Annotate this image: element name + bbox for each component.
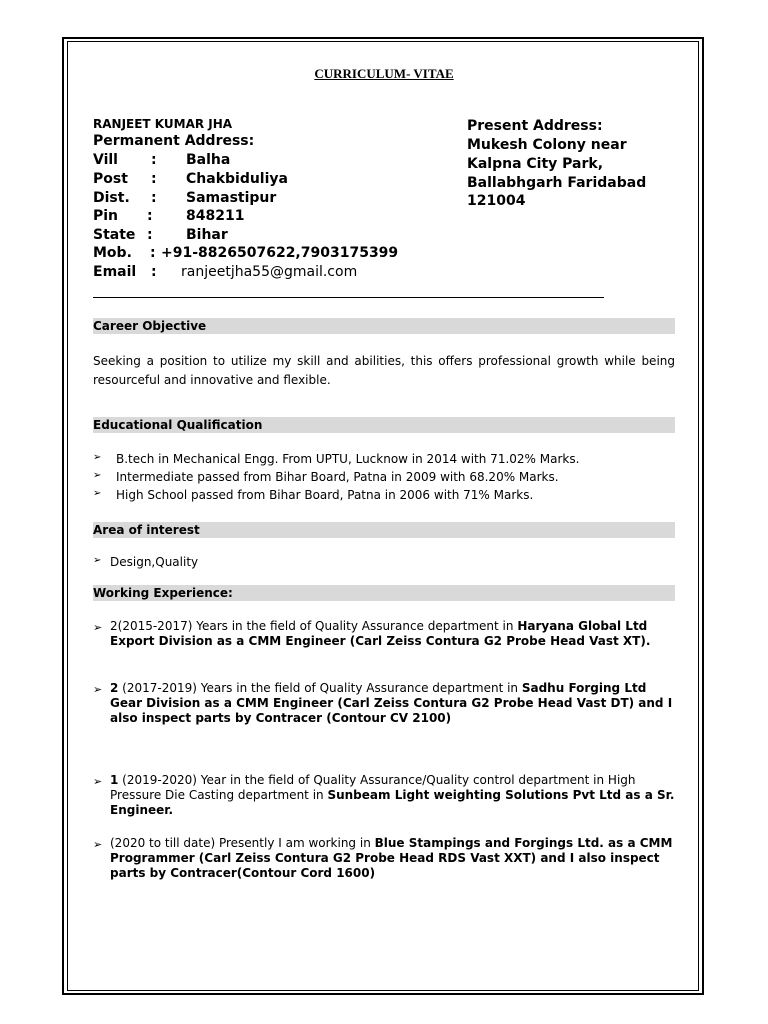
address-key: Post bbox=[93, 171, 128, 187]
address-key: Pin bbox=[93, 208, 119, 224]
address-value: Chakbiduliya bbox=[186, 171, 288, 187]
section-heading-text: Educational Qualification bbox=[93, 418, 263, 432]
experience-text-bold: Haryana Global Ltd Export Division as a CMM Engineer (Carl Zeiss Contura G2 Probe Head Vast XT). bbox=[110, 619, 651, 648]
present-address-line: Ballabhgarh Faridabad bbox=[467, 175, 647, 191]
experience-heading bbox=[93, 585, 675, 601]
bullet-arrow-icon: ➢ bbox=[93, 683, 103, 696]
section-heading-text: Career Objective bbox=[93, 319, 207, 333]
address-sep: : bbox=[147, 227, 153, 243]
experience-text-normal: (2019-2020) Year in the field of Quality Assurance/Quality control department in High Pressure Die Casting department in bbox=[110, 773, 636, 802]
experience-text-normal: (2017-2019) Years in the field of Quality Assurance department in bbox=[118, 681, 522, 695]
section-heading-text: Area of interest bbox=[93, 523, 200, 537]
present-address-line: 121004 bbox=[467, 193, 526, 209]
address-value: 848211 bbox=[186, 208, 245, 224]
experience-item-text bbox=[110, 836, 675, 881]
experience-text-bold: Blue Stampings and Forgings Ltd. as a CMM Programmer (Carl Zeiss Contura G2 Probe Head RDS Vast XXT) and I also inspect parts by Contracer(Contour Cord 1600) bbox=[110, 836, 673, 880]
experience-item-text bbox=[110, 681, 675, 726]
education-item-text: B.tech in Mechanical Engg. From UPTU, Lucknow in 2014 with 71.02% Marks. bbox=[116, 452, 580, 466]
bullet-arrow-icon: ➢ bbox=[93, 621, 103, 634]
experience-text-normal: (2020 to till date) Presently I am working in bbox=[110, 836, 375, 850]
experience-years-bold: 1 bbox=[110, 773, 119, 787]
document-title: CURRICULUM- VITAE bbox=[314, 66, 454, 81]
permanent-address-heading: Permanent Address: bbox=[93, 133, 255, 149]
address-key: Dist. bbox=[93, 190, 130, 206]
bullet-arrow-icon: ➢ bbox=[93, 452, 102, 463]
career-objective-heading bbox=[93, 318, 675, 334]
section-heading-text: Working Experience: bbox=[93, 586, 233, 600]
present-address-heading: Present Address: bbox=[467, 118, 603, 134]
address-value: Bihar bbox=[186, 227, 228, 243]
address-value: Balha bbox=[186, 152, 231, 168]
education-item-text: Intermediate passed from Bihar Board, Patna in 2009 with 68.20% Marks. bbox=[116, 470, 559, 484]
experience-text-bold: Sunbeam Light weighting Solutions Pvt Ltd as a Sr. Engineer. bbox=[110, 788, 675, 817]
address-sep: : bbox=[151, 264, 157, 280]
address-sep: : bbox=[151, 152, 157, 168]
bullet-arrow-icon: ➢ bbox=[93, 838, 103, 851]
experience-item-text bbox=[110, 619, 675, 649]
address-key: Email bbox=[93, 264, 137, 280]
bullet-arrow-icon: ➢ bbox=[93, 555, 102, 566]
present-address-line: Kalpna City Park, bbox=[467, 156, 604, 172]
address-key: State bbox=[93, 227, 136, 243]
address-key: Mob. bbox=[93, 245, 132, 261]
present-address-line: Mukesh Colony near bbox=[467, 137, 627, 153]
candidate-name: RANJEET KUMAR JHA bbox=[93, 117, 233, 131]
experience-text-normal: 2(2015-2017) Years in the field of Quality Assurance department in bbox=[110, 619, 518, 633]
bullet-arrow-icon: ➢ bbox=[93, 775, 103, 788]
header-divider bbox=[93, 297, 604, 298]
interest-item-text: Design,Quality bbox=[110, 555, 199, 569]
experience-text-bold: Sadhu Forging Ltd Gear Division as a CMM Engineer (Carl Zeiss Contura G2 Probe Head Vast DT) and I also inspect parts by Contracer (Contour CV 2100) bbox=[110, 681, 673, 725]
address-key: Vill bbox=[93, 152, 118, 168]
career-objective-text: Seeking a position to utilize my skill and abilities, this offers professional growth while being resourceful and innovative and flexible. bbox=[93, 354, 675, 387]
address-sep: : bbox=[151, 190, 157, 206]
education-item-text: High School passed from Bihar Board, Patna in 2006 with 71% Marks. bbox=[116, 488, 534, 502]
address-sep: : bbox=[151, 171, 157, 187]
address-sep: : bbox=[150, 245, 156, 261]
bullet-arrow-icon: ➢ bbox=[93, 488, 102, 499]
interest-heading bbox=[93, 522, 675, 538]
experience-years-bold: 2 bbox=[110, 681, 119, 695]
bullet-arrow-icon: ➢ bbox=[93, 470, 102, 481]
email-value: ranjeetjha55@gmail.com bbox=[181, 264, 358, 280]
education-heading bbox=[93, 417, 675, 433]
address-value: Samastipur bbox=[186, 190, 277, 206]
experience-item-text bbox=[110, 773, 675, 818]
address-value: +91-8826507622,7903175399 bbox=[161, 245, 399, 261]
address-sep: : bbox=[147, 208, 153, 224]
